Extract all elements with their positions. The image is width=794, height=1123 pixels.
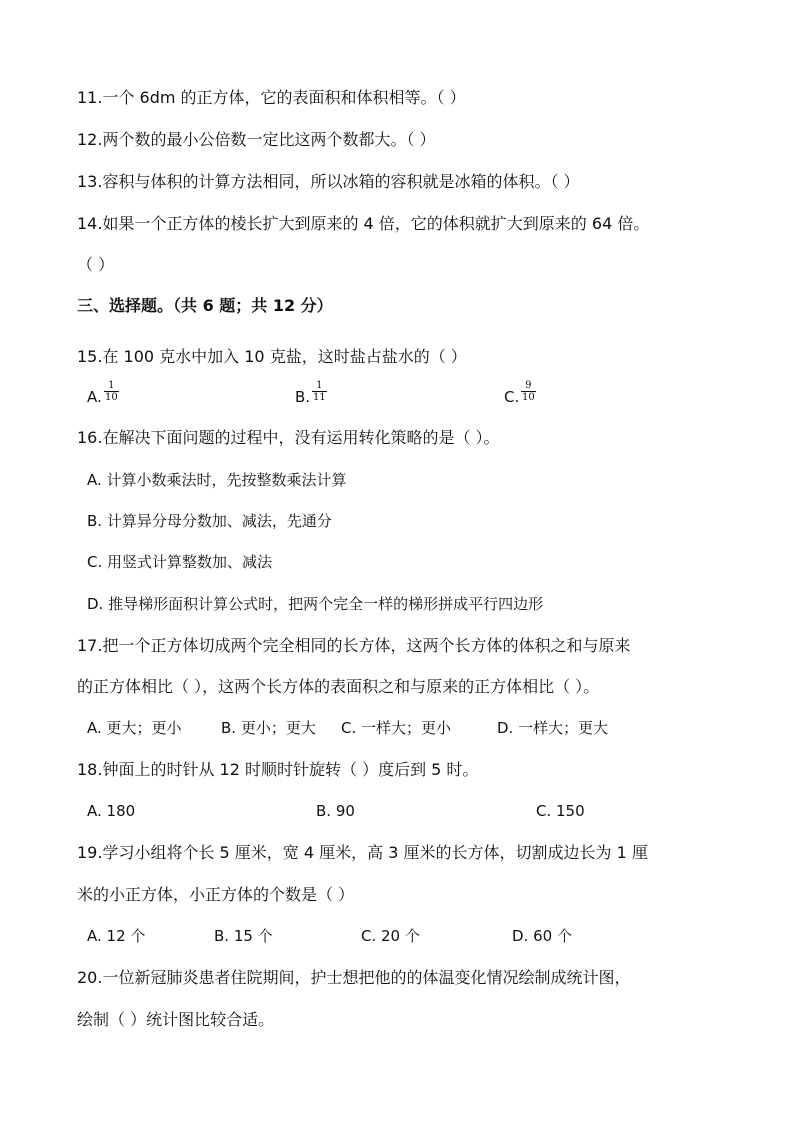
- question-19-line-2: 米的小正方体，小正方体的个数是（ ）: [77, 885, 355, 904]
- question-14-answer-paren: （ ）: [77, 255, 115, 274]
- fraction-numerator: 1: [316, 380, 323, 391]
- question-18: 18.钟面上的时针从 12 时顺时针旋转（ ）度后到 5 时。: [77, 760, 479, 779]
- question-17-option-d: D. 一样大；更大: [497, 719, 609, 737]
- option-a-fraction: [104, 380, 119, 403]
- question-17-option-c: C. 一样大；更小: [341, 719, 452, 737]
- option-b-fraction: [312, 380, 327, 403]
- fraction-denominator: 11: [313, 392, 326, 403]
- option-a-label: A.: [87, 388, 102, 406]
- question-18-option-c: C. 150: [536, 802, 585, 820]
- question-11: 11.一个 6dm 的正方体，它的表面积和体积相等。（ ）: [77, 88, 466, 107]
- section-3-title: 三、选择题。（共 6 题；共 12 分）: [77, 296, 333, 315]
- question-20-line-2: 绘制（ ）统计图比较合适。: [77, 1010, 275, 1029]
- question-19-option-b: B. 15 个: [214, 927, 273, 945]
- option-c-fraction: [521, 380, 536, 403]
- question-19-line-1: 19.学习小组将个长 5 厘米，宽 4 厘米，高 3 厘米的长方体，切割成边长为 1 厘: [77, 843, 648, 862]
- question-16-option-d: D. 推导梯形面积计算公式时，把两个完全一样的梯形拼成平行四边形: [87, 595, 544, 613]
- question-17-option-b: B. 更小；更大: [221, 719, 316, 737]
- question-15: 15.在 100 克水中加入 10 克盐，这时盐占盐水的（ ）: [77, 347, 467, 366]
- fraction-numerator: 1: [108, 380, 115, 391]
- question-19-option-c: C. 20 个: [361, 927, 420, 945]
- question-16: 16.在解决下面问题的过程中，没有运用转化策略的是（ ）。: [77, 428, 500, 447]
- question-19-option-d: D. 60 个: [512, 927, 572, 945]
- question-16-option-b: B. 计算异分母分数加、减法，先通分: [87, 512, 332, 530]
- question-18-option-b: B. 90: [316, 802, 355, 820]
- question-17-line-2: 的正方体相比（ ），这两个长方体的表面积之和与原来的正方体相比（ ）。: [77, 677, 600, 696]
- fraction-denominator: 10: [522, 392, 535, 403]
- question-17-line-1: 17.把一个正方体切成两个完全相同的长方体，这两个长方体的体积之和与原来: [77, 636, 631, 655]
- question-12: 12.两个数的最小公倍数一定比这两个数都大。（ ）: [77, 130, 436, 149]
- question-14: 14.如果一个正方体的棱长扩大到原来的 4 倍，它的体积就扩大到原来的 64 倍。: [77, 214, 650, 233]
- fraction-denominator: 10: [105, 392, 118, 403]
- question-20-line-1: 20.一位新冠肺炎患者住院期间，护士想把他的的体温变化情况绘制成统计图，: [77, 968, 631, 987]
- question-17-option-a: A. 更大；更小: [87, 719, 182, 737]
- fraction-numerator: 9: [525, 380, 532, 391]
- question-19-option-a: A. 12 个: [87, 927, 146, 945]
- question-13: 13.容积与体积的计算方法相同，所以冰箱的容积就是冰箱的体积。（ ）: [77, 172, 580, 191]
- question-18-option-a: A. 180: [87, 802, 136, 820]
- question-16-option-a: A. 计算小数乘法时，先按整数乘法计算: [87, 471, 347, 489]
- option-c-label: C.: [504, 388, 520, 406]
- option-b-label: B.: [295, 388, 311, 406]
- question-16-option-c: C. 用竖式计算整数加、减法: [87, 553, 273, 571]
